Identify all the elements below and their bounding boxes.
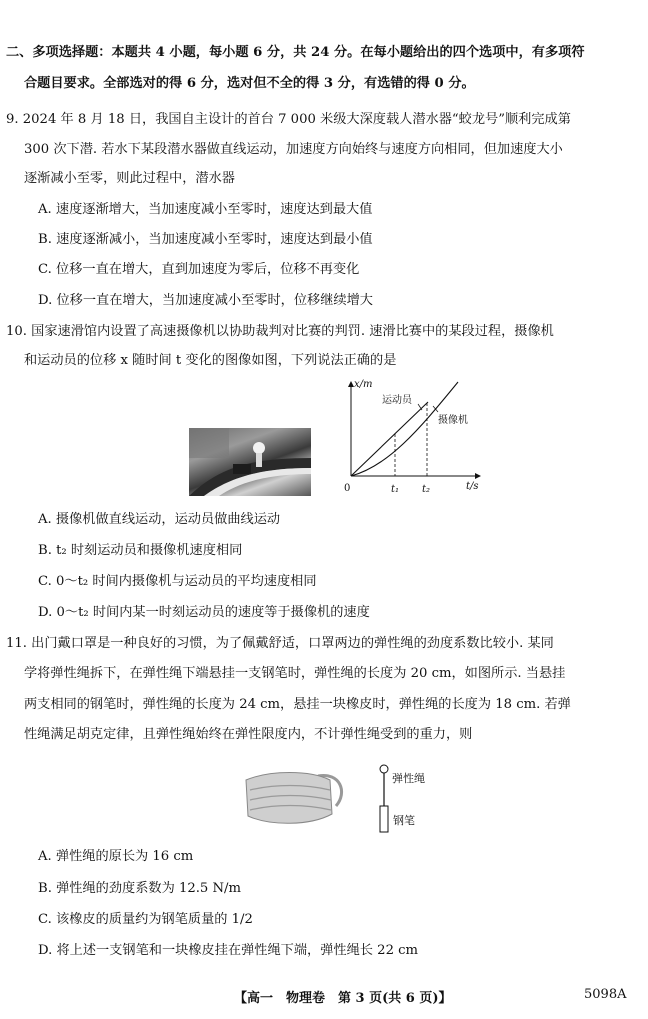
- q9-option-b: B. 速度逐渐减小，当加速度减小至零时，速度达到最小值: [38, 232, 373, 247]
- q10-graph-camera-label: 摄像机: [438, 415, 468, 426]
- q9-stem-line3: 逐渐减小至零，则此过程中，潜水器: [24, 171, 235, 186]
- q10-option-d: D. 0～t₂ 时间内某一时刻运动员的速度等于摄像机的速度: [38, 605, 370, 620]
- q11-pen-shape: [380, 806, 388, 832]
- q10-stem-line1: 10. 国家速滑馆内设置了高速摄像机以协助裁判对比赛的判罚. 速滑比赛中的某段过程，摄像机: [6, 324, 554, 339]
- q11-option-d: D. 将上述一支钢笔和一块橡皮挂在弹性绳下端，弹性绳长 22 cm: [38, 943, 419, 958]
- q10-skating-camera-photo: [189, 428, 311, 496]
- q10-graph-camera-line: [351, 402, 428, 476]
- q11-option-b: B. 弹性绳的劲度系数为 12.5 N/m: [38, 881, 241, 896]
- q10-stem-line2: 和运动员的位移 x 随时间 t 变化的图像如图，下列说法正确的是: [24, 353, 397, 368]
- q11-face-mask-image: [240, 766, 348, 832]
- q10-option-a: A. 摄像机做直线运动，运动员做曲线运动: [38, 512, 281, 527]
- q11-option-c: C. 该橡皮的质量约为钢笔质量的 1/2: [38, 912, 253, 927]
- q9-option-a: A. 速度逐渐增大，当加速度减小至零时，速度达到最大值: [38, 202, 373, 217]
- q10-graph-origin: 0: [344, 483, 351, 494]
- q9-option-d: D. 位移一直在增大，当加速度减小至零时，位移继续增大: [38, 293, 373, 308]
- section-heading-line2: 合题目要求。全部选对的得 6 分，选对但不全的得 3 分，有选错的得 0 分。: [24, 76, 475, 91]
- q9-option-c: C. 位移一直在增大，直到加速度为零后，位移不再变化: [38, 262, 360, 277]
- page-footer: 【高一 物理卷 第 3 页(共 6 页)】: [234, 991, 452, 1006]
- q10-graph-athlete-label: 运动员: [382, 395, 412, 406]
- q10-option-c: C. 0～t₂ 时间内摄像机与运动员的平均速度相同: [38, 574, 317, 589]
- exam-code: 5098A: [584, 987, 627, 1002]
- q10-option-b: B. t₂ 时刻运动员和摄像机速度相同: [38, 543, 243, 558]
- q11-option-a: A. 弹性绳的原长为 16 cm: [38, 849, 194, 864]
- q11-stem-line3: 两支相同的钢笔时，弹性绳的长度为 24 cm，悬挂一块橡皮时，弹性绳的长度为 18 cm. 若弹: [24, 697, 571, 712]
- q11-stem-line2: 学将弹性绳拆下，在弹性绳下端悬挂一支钢笔时，弹性绳的长度为 20 cm，如图所示. 当悬挂: [24, 666, 566, 681]
- q11-stem-line1: 11. 出门戴口罩是一种良好的习惯，为了佩戴舒适，口罩两边的弹性绳的劲度系数比较小. 某同: [6, 636, 554, 651]
- q10-graph-t2: t₂: [422, 484, 431, 495]
- section-heading-line1: 二、多项选择题：本题共 4 小题，每小题 6 分，共 24 分。在每小题给出的四个选项中，有多项符: [6, 45, 585, 60]
- q10-graph-t1: t₁: [391, 484, 400, 495]
- q9-stem-line2: 300 次下潜. 若水下某段潜水器做直线运动，加速度方向始终与速度方向相同，但加速度大小: [24, 142, 563, 157]
- q11-rope-label: 弹性绳: [392, 772, 425, 785]
- q10-graph-x-label: t/s: [466, 481, 479, 492]
- q11-pen-label: 钢笔: [393, 814, 415, 827]
- q9-stem-line1: 9. 2024 年 8 月 18 日，我国自主设计的首台 7 000 米级大深度载人潜水器“蛟龙号”顺利完成第: [6, 112, 571, 127]
- q10-graph-y-label: x/m: [354, 379, 373, 390]
- q11-stem-line4: 性绳满足胡克定律，且弹性绳始终在弹性限度内，不计弹性绳受到的重力，则: [24, 727, 473, 742]
